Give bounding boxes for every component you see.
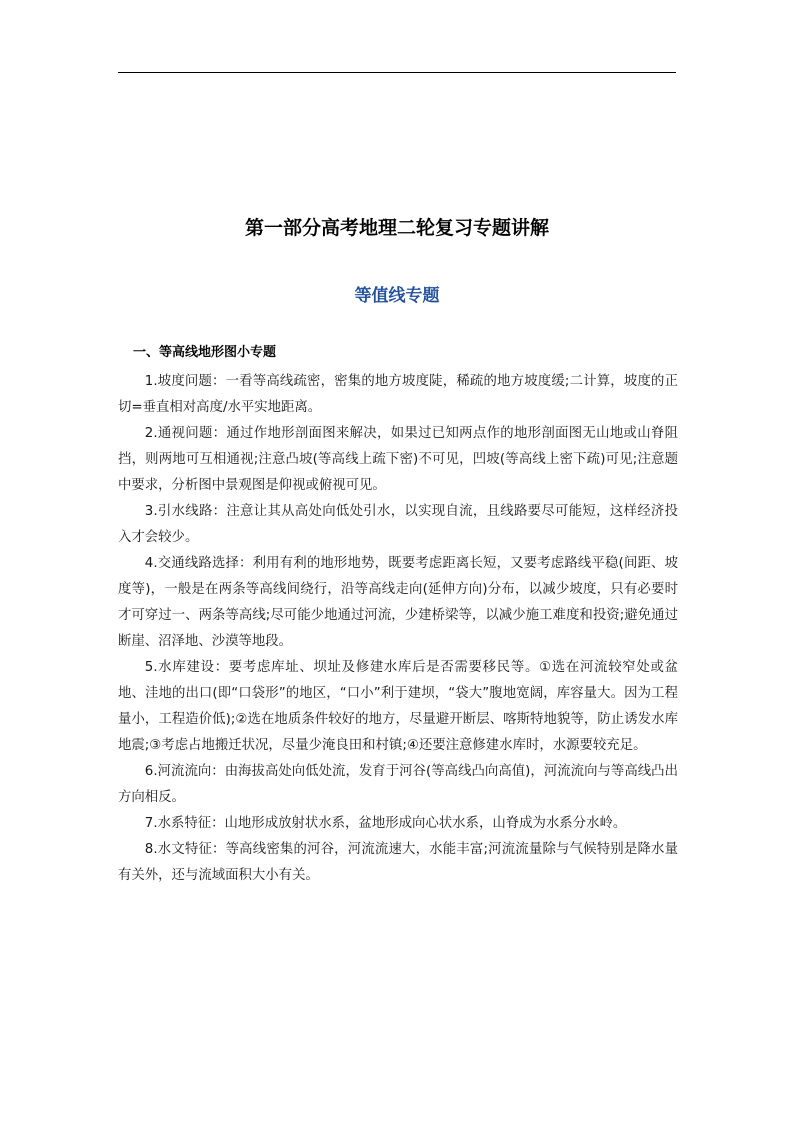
paragraph-drainage-pattern: 7.水系特征：山地形成放射状水系，盆地形成向心状水系，山脊成为水系分水岭。 [144,816,627,831]
document-body [118,369,678,889]
header-rule [118,72,676,73]
paragraph-river-flow: 6.河流流向：由海拔高处向低处流，发育于河谷(等高线凸向高值)，河流流向与等高线凸出方向相反。 [118,764,678,805]
paragraph-slope: 1.坡度问题：一看等高线疏密，密集的地方坡度陡，稀疏的地方坡度缓;二计算，坡度的正切=垂直相对高度/水平实地距离。 [118,374,678,415]
paragraph-water-diversion: 3.引水线路：注意让其从高处向低处引水，以实现自流，且线路要尽可能短，这样经济投入才会较少。 [118,504,678,545]
document-title: 第一部分高考地理二轮复习专题讲解 [244,217,549,239]
section-heading: 一、等高线地形图小专题 [133,345,277,360]
topic-title: 等值线专题 [354,286,440,306]
paragraph-transport-route: 4.交通线路选择：利用有利的地形地势，既要考虑距离长短，又要考虑路线平稳(间距、坡度等)，一般是在两条等高线间绕行，沿等高线走向(延伸方向)分布，以减少坡度，只有必要时才可穿过一、两条等高线;尽可能少地通过河流，少建桥梁等，以减少施工难度和投资;避免通过断崖、沼泽地、沙漠等地段。 [118,556,678,649]
paragraph-reservoir: 5.水库建设：要考虑库址、坝址及修建水库后是否需要移民等。①选在河流较窄处或盆地、洼地的出口(即“口袋形”的地区，“口小”利于建坝，“袋大”腹地宽阔，库容量大。因为工程量小，工程造价低);②选在地质条件较好的地方，尽量避开断层、喀斯特地貌等，防止诱发水库地震;③考虑占地搬迁状况，尽量少淹良田和村镇;④还要注意修建水库时，水源要较充足。 [118,660,678,753]
paragraph-visibility: 2.通视问题：通过作地形剖面图来解决，如果过已知两点作的地形剖面图无山地或山脊阻挡，则两地可互相通视;注意凸坡(等高线上疏下密)不可见，凹坡(等高线上密下疏)可见;注意题中要求，分析图中景观图是仰视或俯视可见。 [118,426,678,493]
paragraph-hydrology: 8.水文特征：等高线密集的河谷，河流流速大，水能丰富;河流流量除与气候特别是降水量有关外，还与流域面积大小有关。 [118,842,678,883]
